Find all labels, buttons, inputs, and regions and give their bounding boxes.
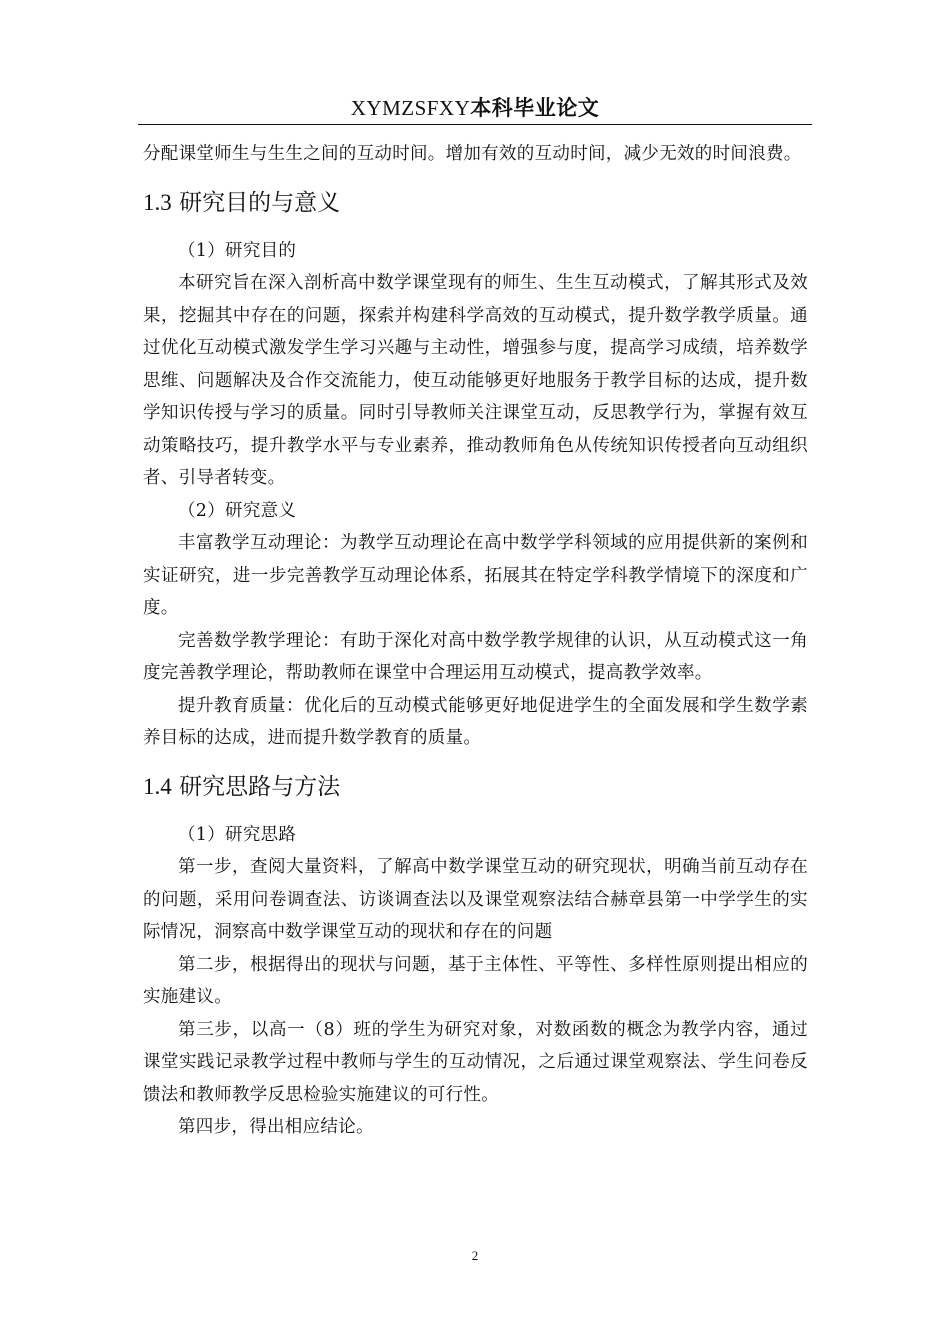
step-paragraph-4: 第四步，得出相应结论。 (178, 1117, 374, 1137)
significance-paragraph-1: 丰富教学互动理论：为教学互动理论在高中数学学科领域的应用提供新的案例和实证研究，进一步完善教学互动理论体系，拓展其在特定学科教学情境下的深度和广度。 (143, 533, 808, 618)
step-paragraph-3: 第三步，以高一（8）班的学生为研究对象，对数函数的概念为教学内容，通过课堂实践记录教学过程中教师与学生的互动情况，之后通过课堂观察法、学生问卷反馈法和教师教学反思检验实施建议的可行性。 (143, 1019, 808, 1105)
section-heading-1-3 (143, 185, 808, 221)
section-number: 1.4 (143, 773, 172, 799)
body-text (143, 138, 808, 1144)
intro-paragraph: 分配课堂师生与生生之间的互动时间。增加有效的互动时间，减少无效的时间浪费。 (143, 144, 802, 164)
page-number: 2 (471, 1248, 479, 1263)
subheading-research-idea: （1）研究思路 (178, 824, 297, 845)
significance-paragraph-2: 完善数学教学理论：有助于深化对高中数学教学规律的认识，从互动模式这一角度完善教学理论，帮助教师在课堂中合理运用互动模式，提高教学效率。 (143, 630, 808, 683)
header-rule (138, 124, 812, 125)
section-number: 1.3 (143, 189, 172, 215)
significance-paragraph-3: 提升教育质量：优化后的互动模式能够更好地促进学生的全面发展和学生数学素养目标的达成，进而提升数学教育的质量。 (143, 695, 808, 748)
section-title: 研究目的与意义 (179, 189, 341, 216)
section-title: 研究思路与方法 (179, 773, 341, 800)
subheading-significance: （2）研究意义 (178, 500, 297, 521)
running-header (138, 92, 812, 124)
section-heading-1-4 (143, 769, 808, 805)
subheading-purpose: （1）研究目的 (178, 240, 297, 261)
header-title: 本科毕业论文 (470, 96, 600, 120)
header-latin: XYMZSFXY (350, 96, 471, 120)
purpose-paragraph: 本研究旨在深入剖析高中数学课堂现有的师生、生生互动模式，了解其形式及效果，挖掘其中存在的问题，探索并构建科学高效的互动模式，提升数学教学质量。通过优化互动模式激发学生学习兴趣与主动性，增强参与度，提高学习成绩，培养数学思维、问题解决及合作交流能力，使互动能够更好地服务于教学目标的达成，提升数学知识传授与学习的质量。同时引导教师关注课堂互动，反思教学行为，掌握有效互动策略技巧，提升教学水平与专业素养，推动教师角色从传统知识传授者向互动组织者、引导者转变。 (143, 273, 808, 488)
step-paragraph-1: 第一步，查阅大量资料，了解高中数学课堂互动的研究现状，明确当前互动存在的问题，采用问卷调查法、访谈调查法以及课堂观察法结合赫章县第一中学学生的实际情况，洞察高中数学课堂互动的现状和存在的问题 (143, 857, 808, 942)
step-paragraph-2: 第二步，根据得出的现状与问题，基于主体性、平等性、多样性原则提出相应的实施建议。 (143, 954, 808, 1007)
